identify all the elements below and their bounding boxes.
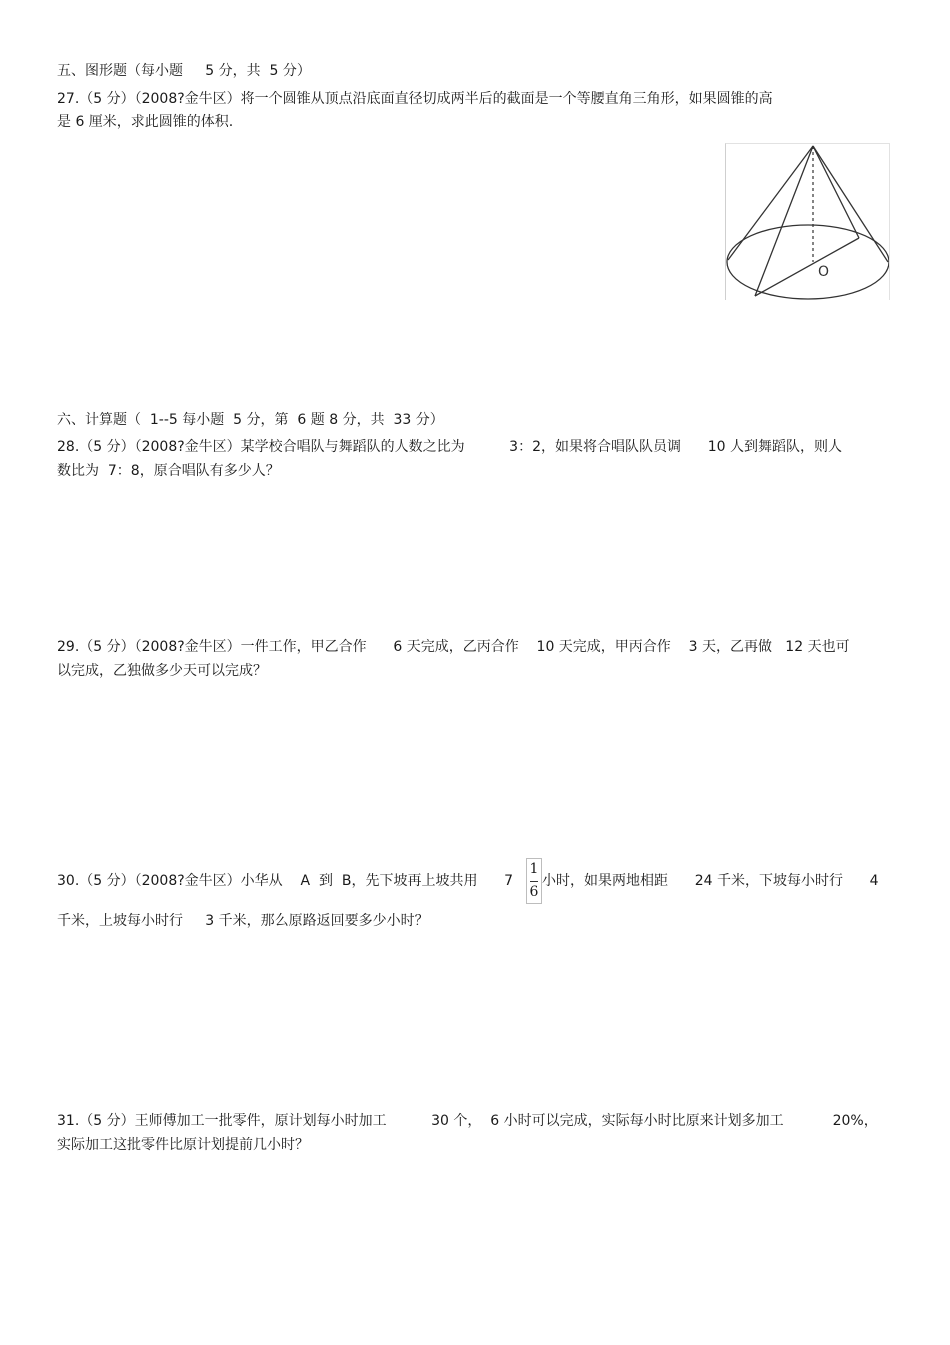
cone-base-ellipse xyxy=(727,225,889,299)
section-five-heading: 五、图形题（每小题 5 分，共 5 分） xyxy=(57,63,311,79)
question-31-line-2: 实际加工这批零件比原计划提前几小时？ xyxy=(57,1137,309,1153)
question-30-line-2: 千米，上坡每小时行 3 千米，那么原路返回要多少小时？ xyxy=(57,913,429,929)
question-28-line-1: 28.（5 分）（2008?金牛区）某学校合唱队与舞蹈队的人数之比为 3：2，如果将合唱队队员调 10 人到舞蹈队，则人 xyxy=(57,439,842,455)
section-six-heading: 六、计算题（ 1--5 每小题 5 分，第 6 题 8 分，共 33 分） xyxy=(57,412,444,428)
cone-section-edge-front xyxy=(755,146,813,296)
cone-right-edge xyxy=(813,146,888,262)
question-31-line-1: 31.（5 分）王师傅加工一批零件，原计划每小时加工 30 个， 6 小时可以完成，实际每小时比原来计划多加工 20%， xyxy=(57,1113,878,1129)
question-27-line-2: 是 6 厘米，求此圆锥的体积. xyxy=(57,114,234,130)
question-29-line-2: 以完成，乙独做多少天可以完成？ xyxy=(57,663,267,679)
cone-section-edge-back xyxy=(813,146,859,238)
question-29-line-1: 29.（5 分）（2008?金牛区）一件工作，甲乙合作 6 天完成，乙丙合作 10 天完成，甲丙合作 3 天，乙再做 12 天也可 xyxy=(57,639,850,655)
fraction-bar xyxy=(530,881,538,882)
question-30-line-1-start: 30.（5 分）（2008?金牛区）小华从 A 到 B，先下坡再上坡共用 7 xyxy=(57,873,514,889)
fraction-one-sixth xyxy=(526,858,542,904)
center-label: O xyxy=(818,264,830,280)
question-27-line-1: 27.（5 分）（2008?金牛区）将一个圆锥从顶点沿底面直径切成两半后的截面是一个等腰直角三角形，如果圆锥的高 xyxy=(57,91,773,107)
fraction-denominator: 6 xyxy=(529,884,539,900)
fraction-numerator: 1 xyxy=(529,861,539,877)
cone-diagram xyxy=(726,144,889,300)
cone-figure xyxy=(725,143,890,300)
cone-base-diameter xyxy=(755,238,859,296)
question-30-line-1-end: 小时，如果两地相距 24 千米，下坡每小时行 4 xyxy=(542,873,879,889)
cone-left-edge xyxy=(728,146,813,260)
question-28-line-2: 数比为 7：8，原合唱队有多少人？ xyxy=(57,463,280,479)
